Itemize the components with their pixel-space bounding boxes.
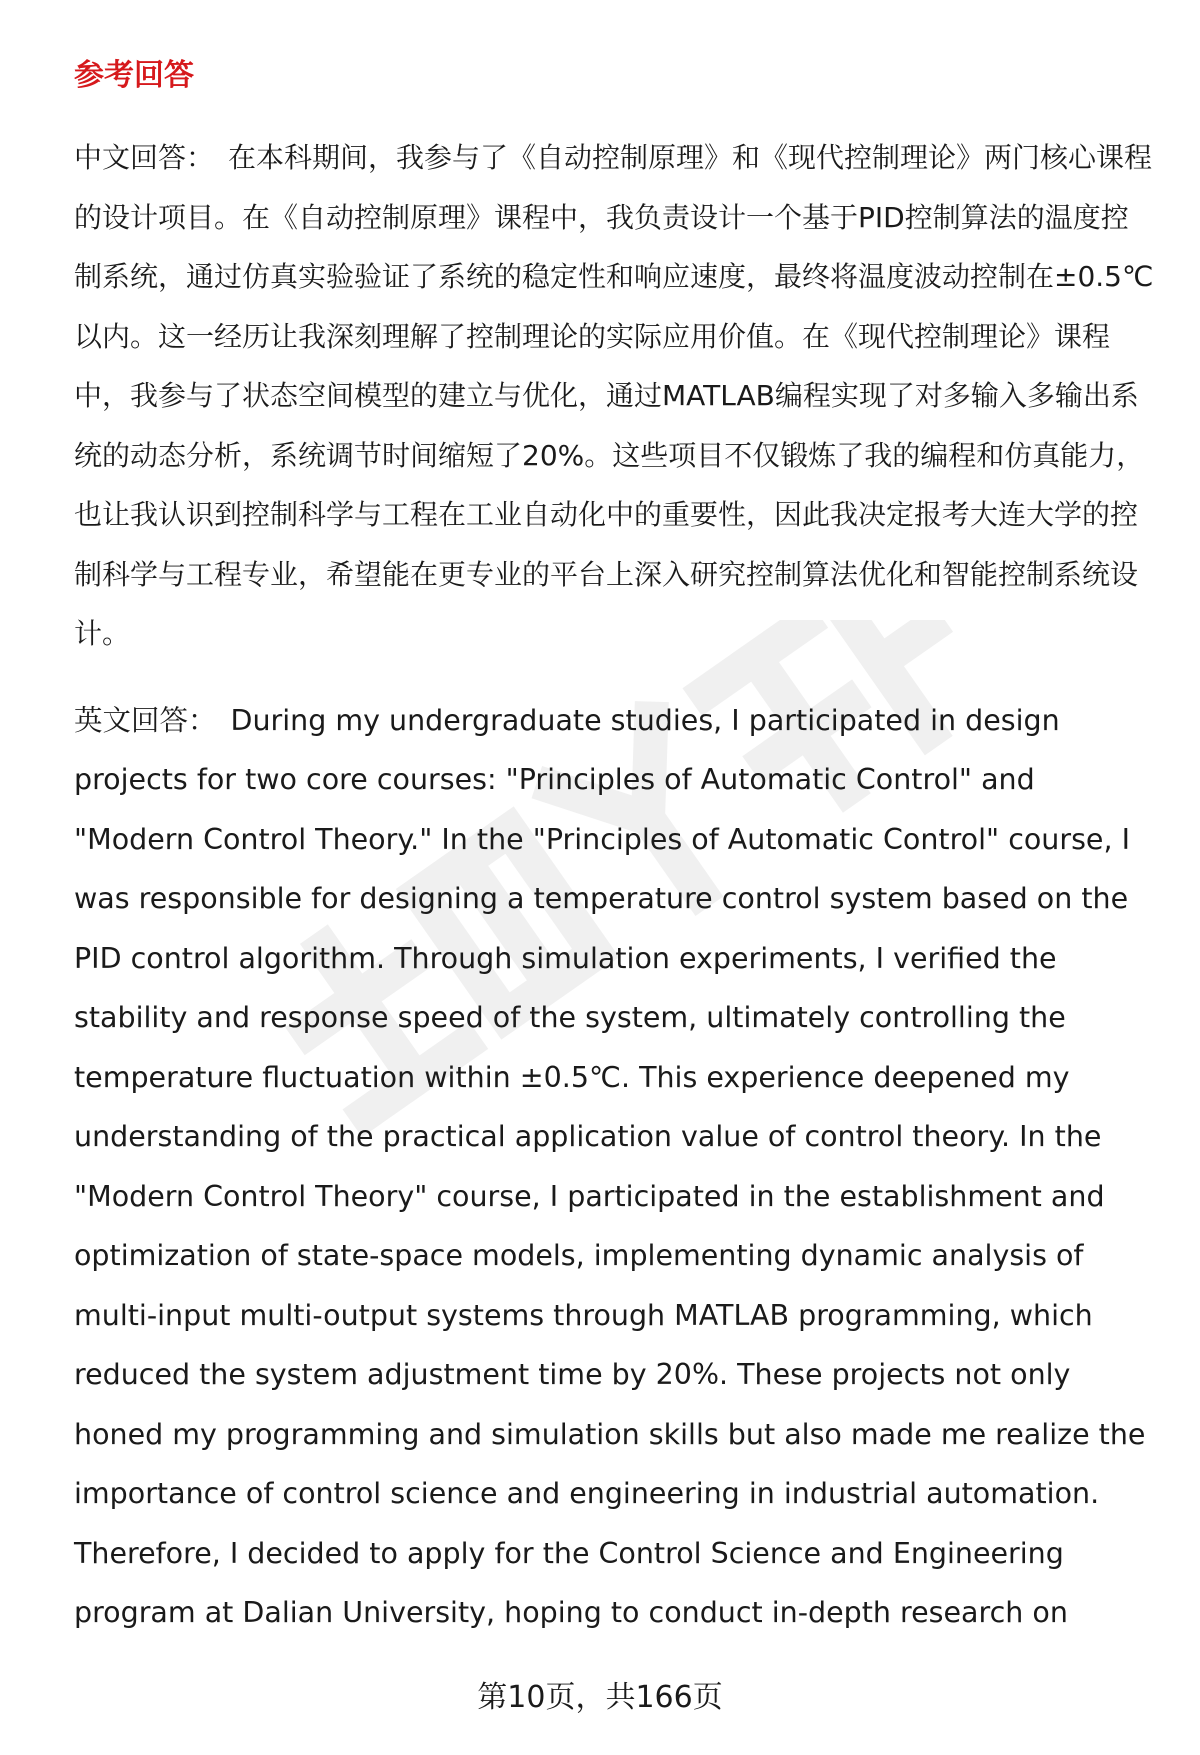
chinese-answer-label: 中文回答： [74, 141, 215, 174]
chinese-answer-paragraph [74, 128, 1154, 664]
section-title: 参考回答 [74, 58, 194, 93]
english-answer-paragraph [74, 691, 1154, 1643]
english-answer-label: 英文回答： [74, 703, 217, 737]
document-page [74, 56, 1154, 1643]
english-answer-text: During my undergraduate studies, I participated in design projects for two core courses: "Principles of Automatic Control" and "Modern Control Theory." In the "Principles of Automatic Control" course, I was responsible for designing a temperature control system based on the PID control algorithm. Through simulation experiments, I verified the stability and response speed of the system, ultimately controlling the temperature fluctuation within ±0.5℃. This experience deepened my understanding of the practical application value of control theory. In the "Modern Control Theory" course, I participated in the establishment and optimization of state-space models, implementing dynamic analysis of multi-input multi-output systems through MATLAB programming, which reduced the system adjustment time by 20%. These projects not only honed my programming and simulation skills but also made me realize the importance of control science and engineering in industrial automation. Therefore, I decided to apply for the Control Science and Engineering program at Dalian University, hoping to conduct in-depth research on [74, 703, 1146, 1629]
page-number-footer: 第10页，共166页 [477, 1680, 723, 1715]
chinese-answer-text: 在本科期间，我参与了《自动控制原理》和《现代控制理论》两门核心课程的设计项目。在《自动控制原理》课程中，我负责设计一个基于PID控制算法的温度控制系统，通过仿真实验验证了系统的稳定性和响应速度，最终将温度波动控制在±0.5℃以内。这一经历让我深刻理解了控制理论的实际应用价值。在《现代控制理论》课程中，我参与了状态空间模型的建立与优化，通过MATLAB编程实现了对多输入多输出系统的动态分析，系统调节时间缩短了20%。这些项目不仅锻炼了我的编程和仿真能力，也让我认识到控制科学与工程在工业自动化中的重要性，因此我决定报考大连大学的控制科学与工程专业，希望能在更专业的平台上深入研究控制算法优化和智能控制系统设计。 [74, 141, 1154, 650]
